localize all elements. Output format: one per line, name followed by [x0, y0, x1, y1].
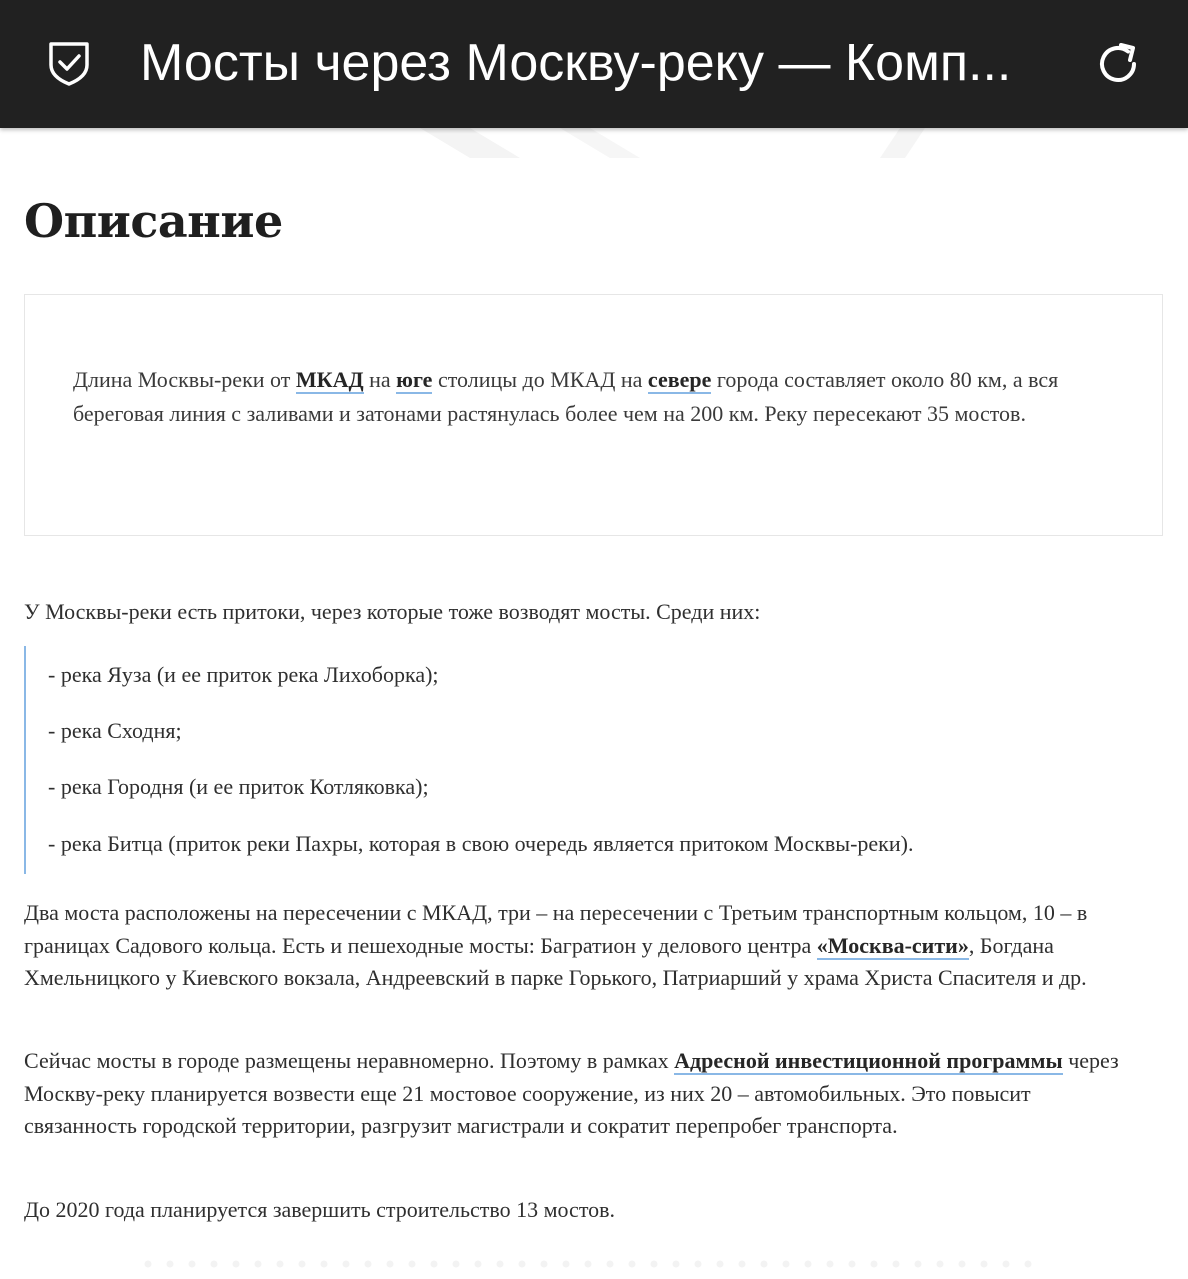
- link-mkad[interactable]: МКАД: [295, 367, 364, 392]
- list-item: - река Городня (и ее приток Котляковка);: [48, 774, 429, 799]
- reload-icon[interactable]: [1090, 36, 1146, 92]
- link-south[interactable]: юге: [396, 367, 433, 392]
- info-box: [24, 294, 1163, 536]
- paragraph-2020-plan: До 2020 года планируется завершить строительство 13 мостов.: [24, 1197, 616, 1222]
- section-heading: Описание: [24, 194, 283, 248]
- link-moscow-city[interactable]: «Москва-сити»: [816, 932, 969, 958]
- paragraph-bridges-location: Два моста расположены на пересечении с МКАД, три – на пересечении с Третьим транспортным кольцом, 10 – в границах Садового кольца. Есть и пешеходные мосты: Багратион у делового центра «Москва-сити», Богдана Хмельницкого у Киевского вокзала, Андреевский в парке Горького, Патриарший у храма Христа Спасителя и др.: [24, 900, 1088, 990]
- tributaries-list: [24, 646, 1144, 874]
- list-item: - река Сходня;: [48, 718, 182, 743]
- link-north[interactable]: севере: [647, 367, 712, 392]
- paragraph-investment-program: Сейчас мосты в городе размещены неравномерно. Поэтому в рамках Адресной инвестиционной программы через Москву-реку планируется возвести еще 21 мостовое сооружение, из них 20 – автомобильных. Это повысит связанность городской территории, разгрузит магистрали и сократит перепробег транспорта.: [24, 1048, 1119, 1138]
- shield-check-icon[interactable]: [44, 38, 94, 88]
- info-box-text: Длина Москвы-реки от МКАД на юге столицы до МКАД на севере города составляет около 80 км, а вся береговая линия с заливами и затонами растянулась более чем на 200 км. Реку пересекают 35 мостов.: [73, 367, 1059, 426]
- top-app-bar: [0, 0, 1188, 128]
- decorative-pattern: [0, 128, 1188, 158]
- list-item: - река Яуза (и ее приток река Лихоборка);: [48, 662, 439, 687]
- tributaries-intro: У Москвы-реки есть притоки, через которые тоже возводят мосты. Среди них:: [24, 599, 761, 624]
- list-item: - река Битца (приток реки Пахры, которая в свою очередь является притоком Москвы-реки).: [48, 831, 914, 856]
- decorative-dots: [140, 1258, 1040, 1270]
- page-title: Мосты через Москву-реку — Комп...: [140, 34, 1012, 92]
- link-investment-program[interactable]: Адресной инвестиционной программы: [674, 1048, 1063, 1073]
